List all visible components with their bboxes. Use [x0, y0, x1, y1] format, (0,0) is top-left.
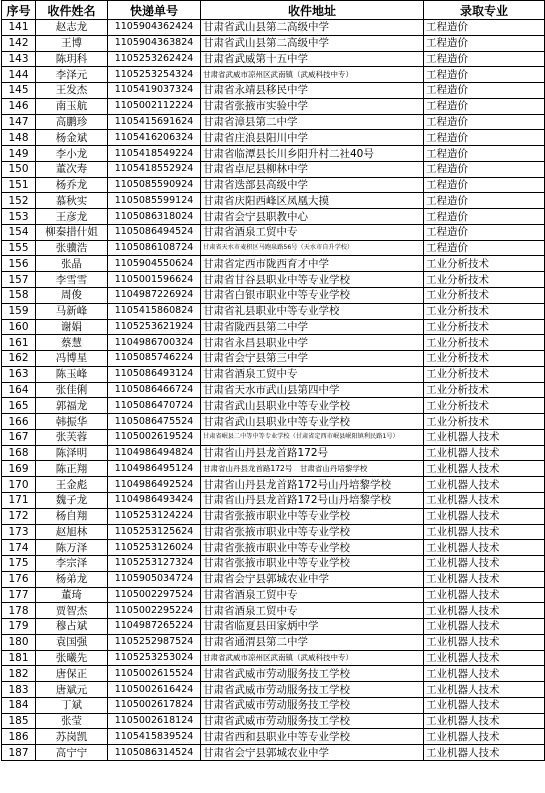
cell-tracking: 1105904362424: [108, 20, 201, 36]
cell-name: 苏岗凯: [36, 729, 108, 745]
cell-address: 甘肃省山丹县龙首路172号山丹培黎学校: [201, 492, 424, 508]
cell-address: 甘肃省礼县职业中等专业学校: [201, 303, 424, 319]
cell-tracking: 1105252987524: [108, 634, 201, 650]
cell-address: 甘肃省通渭县第二中学: [201, 634, 424, 650]
cell-major: 工业机器人技术: [424, 619, 545, 635]
cell-major: 工业机器人技术: [424, 603, 545, 619]
cell-major: 工程造价: [424, 35, 545, 51]
cell-major: 工程造价: [424, 114, 545, 130]
cell-major: 工业分析技术: [424, 335, 545, 351]
cell-no: 146: [2, 98, 36, 114]
cell-no: 159: [2, 303, 36, 319]
cell-tracking: 1105086494524: [108, 224, 201, 240]
table-row: [2, 682, 545, 698]
cell-address: 甘肃省武威市凉州区武南镇（武威科技中专）: [201, 67, 424, 83]
cell-major: 工业机器人技术: [424, 429, 545, 445]
cell-tracking: 1105086470724: [108, 398, 201, 414]
cell-tracking: 1105002615524: [108, 666, 201, 682]
cell-major: 工程造价: [424, 177, 545, 193]
cell-name: 南玉航: [36, 98, 108, 114]
cell-tracking: 1105085599124: [108, 193, 201, 209]
cell-no: 150: [2, 161, 36, 177]
table-row: [2, 650, 545, 666]
cell-tracking: 1105253621924: [108, 319, 201, 335]
cell-no: 149: [2, 146, 36, 162]
cell-name: 郭福龙: [36, 398, 108, 414]
cell-address: 甘肃省酒泉工贸中专: [201, 224, 424, 240]
cell-tracking: 1105086108724: [108, 240, 201, 256]
cell-address: 甘肃省会宁县郭城农业中学: [201, 571, 424, 587]
cell-name: 杨乔龙: [36, 177, 108, 193]
table-row: [2, 713, 545, 729]
cell-name: 马新峰: [36, 303, 108, 319]
cell-no: 176: [2, 571, 36, 587]
cell-address: 甘肃省会宁县第三中学: [201, 351, 424, 367]
cell-tracking: 1104986494824: [108, 445, 201, 461]
cell-address: 甘肃省武威第十五中学: [201, 51, 424, 67]
cell-no: 145: [2, 83, 36, 99]
cell-address: 甘肃省甘谷县职业中等专业学校: [201, 272, 424, 288]
cell-address: 甘肃省张掖市职业中等专业学校: [201, 508, 424, 524]
cell-major: 工程造价: [424, 146, 545, 162]
table-row: [2, 130, 545, 146]
cell-major: 工业分析技术: [424, 366, 545, 382]
cell-no: 172: [2, 508, 36, 524]
cell-name: 张芙蓉: [36, 429, 108, 445]
cell-no: 183: [2, 682, 36, 698]
cell-no: 170: [2, 477, 36, 493]
cell-no: 144: [2, 67, 36, 83]
cell-no: 162: [2, 351, 36, 367]
table-row: [2, 508, 545, 524]
cell-address: 甘肃省武山县职业中等专业学校: [201, 414, 424, 430]
cell-tracking: 1105002295224: [108, 603, 201, 619]
table-row: [2, 524, 545, 540]
cell-major: 工业分析技术: [424, 351, 545, 367]
table-row: [2, 477, 545, 493]
cell-no: 141: [2, 20, 36, 36]
cell-no: 169: [2, 461, 36, 477]
table-row: [2, 666, 545, 682]
cell-tracking: 1105002619524: [108, 429, 201, 445]
header-name: 收件姓名: [36, 1, 108, 20]
cell-address: 甘肃省张掖市职业中等专业学校: [201, 556, 424, 572]
table-row: [2, 335, 545, 351]
cell-name: 陈万泽: [36, 540, 108, 556]
cell-name: 陈泽明: [36, 445, 108, 461]
cell-no: 143: [2, 51, 36, 67]
table-body: [2, 20, 545, 761]
table-row: [2, 603, 545, 619]
table-row: [2, 288, 545, 304]
cell-name: 张晶: [36, 256, 108, 272]
cell-tracking: 1105001596624: [108, 272, 201, 288]
cell-no: 154: [2, 224, 36, 240]
cell-tracking: 1104986492524: [108, 477, 201, 493]
cell-tracking: 1105905034724: [108, 571, 201, 587]
table-row: [2, 634, 545, 650]
cell-name: 高鹏珍: [36, 114, 108, 130]
cell-name: 王博: [36, 35, 108, 51]
cell-major: 工业机器人技术: [424, 477, 545, 493]
cell-major: 工业机器人技术: [424, 697, 545, 713]
cell-tracking: 1105002616424: [108, 682, 201, 698]
cell-major: 工业机器人技术: [424, 461, 545, 477]
cell-tracking: 1104986495124: [108, 461, 201, 477]
cell-name: 张曦先: [36, 650, 108, 666]
cell-tracking: 1105086475524: [108, 414, 201, 430]
table-row: [2, 193, 545, 209]
cell-tracking: 1105085590924: [108, 177, 201, 193]
cell-major: 工业机器人技术: [424, 508, 545, 524]
table-row: [2, 83, 545, 99]
table-row: [2, 20, 545, 36]
cell-major: 工业机器人技术: [424, 650, 545, 666]
header-tracking: 快递单号: [108, 1, 201, 20]
cell-no: 168: [2, 445, 36, 461]
cell-major: 工业机器人技术: [424, 492, 545, 508]
table-row: [2, 366, 545, 382]
cell-major: 工程造价: [424, 98, 545, 114]
table-row: [2, 35, 545, 51]
cell-name: 李泽元: [36, 67, 108, 83]
cell-no: 174: [2, 540, 36, 556]
cell-tracking: 1105085746224: [108, 351, 201, 367]
cell-major: 工业机器人技术: [424, 713, 545, 729]
cell-address: 甘肃省天水市麦积区马跑泉路56号（天水市自升学校）: [201, 240, 424, 256]
cell-major: 工业机器人技术: [424, 745, 545, 761]
cell-no: 167: [2, 429, 36, 445]
table-row: [2, 619, 545, 635]
cell-tracking: 1105253262424: [108, 51, 201, 67]
cell-tracking: 1105086314524: [108, 745, 201, 761]
table-row: [2, 240, 545, 256]
table-row: [2, 256, 545, 272]
cell-major: 工业分析技术: [424, 319, 545, 335]
table-row: [2, 272, 545, 288]
cell-major: 工程造价: [424, 51, 545, 67]
table-row: [2, 745, 545, 761]
cell-tracking: 1105253125624: [108, 524, 201, 540]
table-row: [2, 98, 545, 114]
cell-no: 187: [2, 745, 36, 761]
cell-name: 陈正翔: [36, 461, 108, 477]
cell-major: 工业机器人技术: [424, 682, 545, 698]
cell-no: 156: [2, 256, 36, 272]
cell-no: 166: [2, 414, 36, 430]
cell-no: 158: [2, 288, 36, 304]
cell-tracking: 1105415839524: [108, 729, 201, 745]
cell-major: 工程造价: [424, 83, 545, 99]
cell-no: 175: [2, 556, 36, 572]
cell-address: 甘肃省山丹县龙首路172号: [201, 445, 424, 461]
table-row: [2, 540, 545, 556]
cell-tracking: 1105904363824: [108, 35, 201, 51]
table-row: [2, 161, 545, 177]
table-row: [2, 429, 545, 445]
cell-name: 王金彪: [36, 477, 108, 493]
cell-address: 甘肃省山丹县龙首路172号 甘肃省山丹培黎学校: [201, 461, 424, 477]
cell-address: 甘肃省会宁县郭城农业中学: [201, 745, 424, 761]
cell-major: 工程造价: [424, 20, 545, 36]
table-row: [2, 177, 545, 193]
cell-name: 蔡慧: [36, 335, 108, 351]
cell-address: 甘肃省临夏县田家炳中学: [201, 619, 424, 635]
cell-tracking: 1105002617824: [108, 697, 201, 713]
cell-address: 甘肃省定西市陇西育才中学: [201, 256, 424, 272]
cell-major: 工业分析技术: [424, 398, 545, 414]
cell-major: 工程造价: [424, 209, 545, 225]
cell-tracking: 1104987265224: [108, 619, 201, 635]
cell-address: 甘肃省武山县第二高级中学: [201, 20, 424, 36]
cell-tracking: 1105415860824: [108, 303, 201, 319]
cell-address: 甘肃省临潭县长川乡阳升村二社40号: [201, 146, 424, 162]
cell-major: 工程造价: [424, 67, 545, 83]
table-row: [2, 398, 545, 414]
cell-address: 甘肃省酒泉工贸中专: [201, 603, 424, 619]
table-row: [2, 461, 545, 477]
table-row: [2, 224, 545, 240]
table-row: [2, 445, 545, 461]
cell-name: 陈玥科: [36, 51, 108, 67]
cell-name: 陈玉峰: [36, 366, 108, 382]
cell-major: 工业机器人技术: [424, 445, 545, 461]
table-row: [2, 67, 545, 83]
cell-name: 董琦: [36, 587, 108, 603]
cell-no: 171: [2, 492, 36, 508]
cell-tracking: 1104986700324: [108, 335, 201, 351]
cell-tracking: 1105086318024: [108, 209, 201, 225]
cell-major: 工业分析技术: [424, 272, 545, 288]
cell-major: 工业机器人技术: [424, 556, 545, 572]
cell-no: 184: [2, 697, 36, 713]
cell-no: 185: [2, 713, 36, 729]
cell-no: 180: [2, 634, 36, 650]
cell-major: 工业分析技术: [424, 256, 545, 272]
cell-tracking: 1105002297524: [108, 587, 201, 603]
cell-address: 甘肃省武威市劳动服务技工学校: [201, 682, 424, 698]
cell-no: 177: [2, 587, 36, 603]
cell-no: 181: [2, 650, 36, 666]
cell-address: 甘肃省武威市劳动服务技工学校: [201, 697, 424, 713]
table-row: [2, 51, 545, 67]
header-no: 序号: [2, 1, 36, 20]
cell-address: 甘肃省武威市凉州区武南镇（武威科技中专）: [201, 650, 424, 666]
cell-major: 工业机器人技术: [424, 540, 545, 556]
cell-tracking: 1105002618124: [108, 713, 201, 729]
cell-name: 周俊: [36, 288, 108, 304]
cell-tracking: 1105418552924: [108, 161, 201, 177]
cell-address: 甘肃省漳县第二中学: [201, 114, 424, 130]
cell-name: 李雪雪: [36, 272, 108, 288]
cell-no: 173: [2, 524, 36, 540]
cell-name: 王彦龙: [36, 209, 108, 225]
cell-no: 147: [2, 114, 36, 130]
cell-no: 164: [2, 382, 36, 398]
table-row: [2, 146, 545, 162]
cell-address: 甘肃省武威市劳动服务技工学校: [201, 713, 424, 729]
cell-name: 贾智杰: [36, 603, 108, 619]
cell-name: 魏子龙: [36, 492, 108, 508]
table-row: [2, 729, 545, 745]
cell-tracking: 1105416206324: [108, 130, 201, 146]
cell-address: 甘肃省武山县职业中等专业学校: [201, 398, 424, 414]
cell-address: 甘肃省卓尼县柳林中学: [201, 161, 424, 177]
cell-address: 甘肃省张掖市职业中等专业学校: [201, 524, 424, 540]
cell-no: 163: [2, 366, 36, 382]
cell-no: 148: [2, 130, 36, 146]
cell-tracking: 1105419037324: [108, 83, 201, 99]
cell-name: 张佳俐: [36, 382, 108, 398]
cell-no: 142: [2, 35, 36, 51]
cell-address: 甘肃省武山县第二高级中学: [201, 35, 424, 51]
cell-name: 李小龙: [36, 146, 108, 162]
cell-tracking: 1105253126024: [108, 540, 201, 556]
cell-address: 甘肃省陇西县第二中学: [201, 319, 424, 335]
cell-address: 甘肃省会宁县职教中心: [201, 209, 424, 225]
table-row: [2, 209, 545, 225]
cell-no: 151: [2, 177, 36, 193]
cell-name: 唐斌元: [36, 682, 108, 698]
cell-no: 182: [2, 666, 36, 682]
table-row: [2, 587, 545, 603]
cell-address: 甘肃省西和县职业中等专业学校: [201, 729, 424, 745]
cell-name: 韩振华: [36, 414, 108, 430]
header-row: [2, 1, 545, 20]
table-row: [2, 492, 545, 508]
cell-major: 工业机器人技术: [424, 524, 545, 540]
cell-major: 工业机器人技术: [424, 666, 545, 682]
cell-name: 杨自翔: [36, 508, 108, 524]
cell-no: 160: [2, 319, 36, 335]
cell-no: 152: [2, 193, 36, 209]
cell-tracking: 1104987226924: [108, 288, 201, 304]
cell-no: 179: [2, 619, 36, 635]
cell-tracking: 1105002112224: [108, 98, 201, 114]
cell-major: 工业机器人技术: [424, 587, 545, 603]
cell-major: 工业分析技术: [424, 414, 545, 430]
cell-major: 工程造价: [424, 130, 545, 146]
cell-tracking: 1105086493124: [108, 366, 201, 382]
cell-name: 张莹: [36, 713, 108, 729]
table-row: [2, 303, 545, 319]
cell-tracking: 1105253254324: [108, 67, 201, 83]
cell-major: 工业分析技术: [424, 382, 545, 398]
cell-address: 甘肃省张掖市实验中学: [201, 98, 424, 114]
cell-no: 153: [2, 209, 36, 225]
table-row: [2, 414, 545, 430]
table-row: [2, 571, 545, 587]
table-row: [2, 697, 545, 713]
cell-major: 工程造价: [424, 224, 545, 240]
cell-name: 高宁宁: [36, 745, 108, 761]
cell-major: 工程造价: [424, 161, 545, 177]
cell-tracking: 1105253124224: [108, 508, 201, 524]
cell-name: 董次寿: [36, 161, 108, 177]
cell-address: 甘肃省张掖市职业中等专业学校: [201, 540, 424, 556]
cell-no: 157: [2, 272, 36, 288]
cell-name: 杨弟龙: [36, 571, 108, 587]
cell-address: 甘肃省武威市劳动服务技工学校: [201, 666, 424, 682]
cell-major: 工业机器人技术: [424, 634, 545, 650]
cell-tracking: 1105253127324: [108, 556, 201, 572]
cell-address: 甘肃省岷县二中等中等专业学校（甘肃省定西市岷县岷阳镇利民路1号）: [201, 429, 424, 445]
header-address: 收件地址: [201, 1, 424, 20]
cell-address: 甘肃省天水市武山县第四中学: [201, 382, 424, 398]
cell-major: 工业分析技术: [424, 303, 545, 319]
cell-tracking: 1105904550624: [108, 256, 201, 272]
cell-name: 杨金斌: [36, 130, 108, 146]
table-row: [2, 556, 545, 572]
cell-name: 穆占斌: [36, 619, 108, 635]
admission-mail-table: [1, 0, 545, 761]
table-row: [2, 114, 545, 130]
cell-tracking: 1105415691624: [108, 114, 201, 130]
table-row: [2, 351, 545, 367]
cell-tracking: 1105418549224: [108, 146, 201, 162]
cell-address: 甘肃省白银市职业中等专业学校: [201, 288, 424, 304]
cell-name: 赵志龙: [36, 20, 108, 36]
cell-name: 柳秦措什姐: [36, 224, 108, 240]
cell-name: 慕秋实: [36, 193, 108, 209]
cell-address: 甘肃省永昌县职业中学: [201, 335, 424, 351]
cell-tracking: 1104986493424: [108, 492, 201, 508]
table-row: [2, 319, 545, 335]
cell-address: 甘肃省山丹县龙首路172号山丹培黎学校: [201, 477, 424, 493]
cell-address: 甘肃省庄浪县阳川中学: [201, 130, 424, 146]
cell-address: 甘肃省酒泉工贸中专: [201, 366, 424, 382]
cell-major: 工业机器人技术: [424, 729, 545, 745]
cell-address: 甘肃省庆阳西峰区凤凰大摸: [201, 193, 424, 209]
cell-name: 冯博星: [36, 351, 108, 367]
cell-name: 唐保正: [36, 666, 108, 682]
cell-no: 186: [2, 729, 36, 745]
cell-no: 178: [2, 603, 36, 619]
cell-no: 165: [2, 398, 36, 414]
table-header: [2, 1, 545, 20]
cell-name: 张骥浩: [36, 240, 108, 256]
cell-tracking: 1105253253024: [108, 650, 201, 666]
cell-tracking: 1105086466724: [108, 382, 201, 398]
cell-name: 王发杰: [36, 83, 108, 99]
cell-address: 甘肃省酒泉工贸中专: [201, 587, 424, 603]
cell-name: 丁斌: [36, 697, 108, 713]
table-row: [2, 382, 545, 398]
cell-address: 甘肃省迭部县高级中学: [201, 177, 424, 193]
cell-major: 工业机器人技术: [424, 571, 545, 587]
cell-name: 李宗泽: [36, 556, 108, 572]
cell-name: 赵旭林: [36, 524, 108, 540]
cell-major: 工业分析技术: [424, 288, 545, 304]
cell-address: 甘肃省永靖县移民中学: [201, 83, 424, 99]
cell-no: 155: [2, 240, 36, 256]
cell-no: 161: [2, 335, 36, 351]
cell-major: 工程造价: [424, 193, 545, 209]
cell-major: 工程造价: [424, 240, 545, 256]
cell-name: 袁国强: [36, 634, 108, 650]
cell-name: 谢娟: [36, 319, 108, 335]
header-major: 录取专业: [424, 1, 545, 20]
